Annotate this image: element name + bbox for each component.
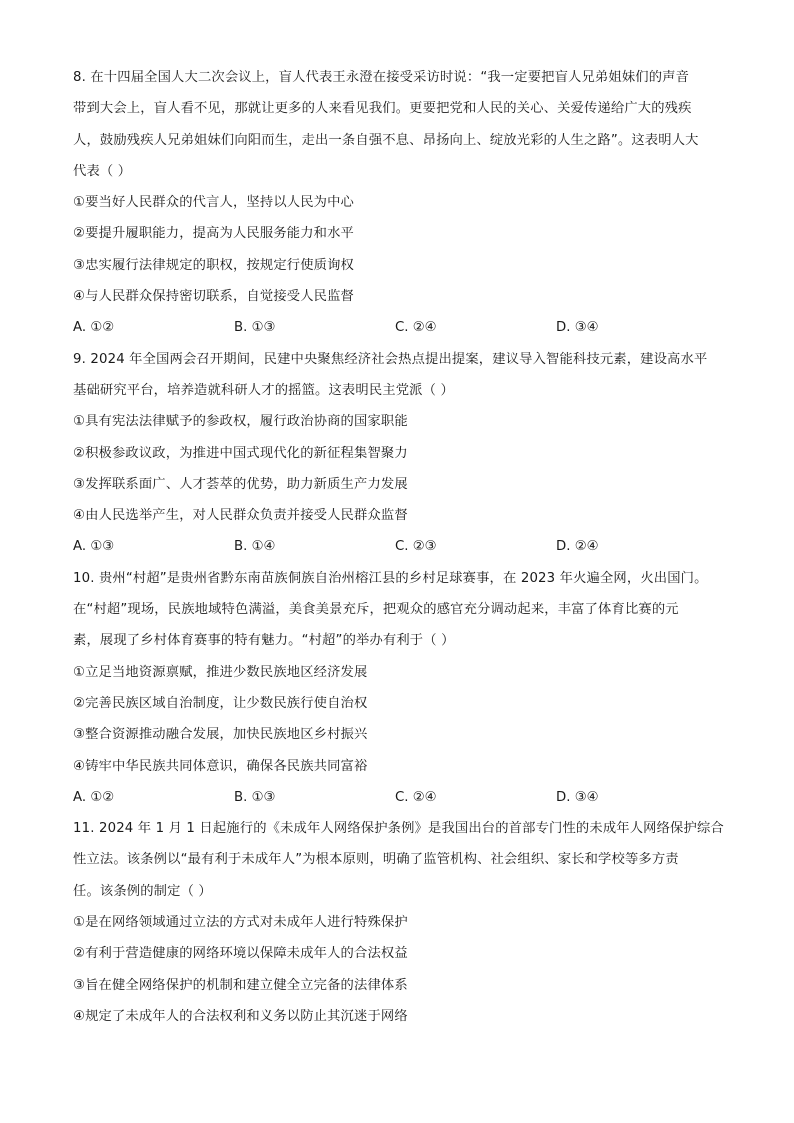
statement-4: ④规定了未成年人的合法权利和义务以防止其沉迷于网络 — [73, 1008, 408, 1024]
statement-2: ②积极参政议政，为推进中国式现代化的新征程集智聚力 — [73, 445, 408, 461]
question-stem-line: 素，展现了乡村体育赛事的特有魅力。“村超”的举办有利于（ ） — [73, 633, 455, 649]
answer-options — [73, 782, 732, 813]
question-8 — [73, 62, 732, 344]
option-b: B. ①③ — [234, 320, 276, 336]
option-a: A. ①② — [73, 320, 115, 336]
statement-4: ④由人民选举产生，对人民群众负责并接受人民群众监督 — [73, 508, 408, 524]
option-a: A. ①③ — [73, 539, 115, 555]
statement-2: ②完善民族区域自治制度，让少数民族行使自治权 — [73, 695, 368, 711]
option-d: D. ②④ — [556, 539, 599, 555]
statement-1: ①立足当地资源禀赋，推进少数民族地区经济发展 — [73, 664, 368, 680]
statement-2: ②要提升履职能力，提高为人民服务能力和水平 — [73, 226, 355, 242]
option-d: D. ③④ — [556, 320, 599, 336]
statement-1: ①要当好人民群众的代言人，坚持以人民为中心 — [73, 195, 355, 211]
question-stem-line: 10. 贵州“村超”是贵州省黔东南苗族侗族自治州榕江县的乡村足球赛事，在 2023 年火遍全网，火出国门。 — [73, 570, 708, 586]
question-stem-line: 带到大会上，盲人看不见，那就让更多的人来看见我们。更要把党和人民的关心、关爱传递给广大的残疾 — [73, 101, 692, 117]
statement-3: ③发挥联系面广、人才荟萃的优势，助力新质生产力发展 — [73, 476, 408, 492]
option-c: C. ②③ — [395, 539, 437, 555]
question-stem-line: 性立法。该条例以“最有利于未成年人”为根本原则，明确了监管机构、社会组织、家长和学校等多方责 — [73, 852, 679, 868]
statement-3: ③整合资源推动融合发展，加快民族地区乡村振兴 — [73, 727, 368, 743]
option-b: B. ①③ — [234, 789, 276, 805]
question-stem-line: 9. 2024 年全国两会召开期间，民建中央聚焦经济社会热点提出提案，建议导入智能科技元素，建设高水平 — [73, 351, 708, 367]
option-c: C. ②④ — [395, 789, 437, 805]
option-d: D. ③④ — [556, 789, 599, 805]
option-c: C. ②④ — [395, 320, 437, 336]
question-stem-line: 人，鼓励残疾人兄弟姐妹们向阳而生，走出一条自强不息、昂扬向上、绽放光彩的人生之路”。这表明人大 — [73, 132, 699, 148]
question-stem-line: 在“村超”现场，民族地域特色满溢，美食美景充斥，把观众的感官充分调动起来，丰富了体育比赛的元 — [73, 602, 679, 618]
question-10 — [73, 563, 732, 813]
question-9 — [73, 344, 732, 563]
statement-1: ①具有宪法法律赋予的参政权，履行政治协商的国家职能 — [73, 414, 408, 430]
question-stem-line: 代表（ ） — [73, 163, 132, 179]
statement-2: ②有利于营造健康的网络环境以保障未成年人的合法权益 — [73, 946, 408, 962]
option-a: A. ①② — [73, 789, 115, 805]
statement-4: ④铸牢中华民族共同体意识，确保各民族共同富裕 — [73, 758, 368, 774]
question-stem-line: 11. 2024 年 1 月 1 日起施行的《未成年人网络保护条例》是我国出台的首部专门性的未成年人网络保护综合 — [73, 821, 724, 837]
question-stem-line: 8. 在十四届全国人大二次会议上，盲人代表王永澄在接受采访时说：“我一定要把盲人兄弟姐妹们的声音 — [73, 70, 690, 85]
option-b: B. ①④ — [234, 539, 276, 555]
question-stem-line: 基础研究平台，培养造就科研人才的摇篮。这表明民主党派（ ） — [73, 382, 454, 398]
statement-4: ④与人民群众保持密切联系，自觉接受人民监督 — [73, 289, 355, 305]
question-11 — [73, 813, 732, 1032]
statement-3: ③忠实履行法律规定的职权，按规定行使质询权 — [73, 257, 355, 273]
statement-3: ③旨在健全网络保护的机制和建立健全立完备的法律体系 — [73, 977, 408, 993]
question-stem-line: 任。该条例的制定（ ） — [73, 883, 212, 899]
answer-options — [73, 531, 732, 562]
statement-1: ①是在网络领域通过立法的方式对未成年人进行特殊保护 — [73, 915, 408, 931]
answer-options — [73, 312, 732, 343]
